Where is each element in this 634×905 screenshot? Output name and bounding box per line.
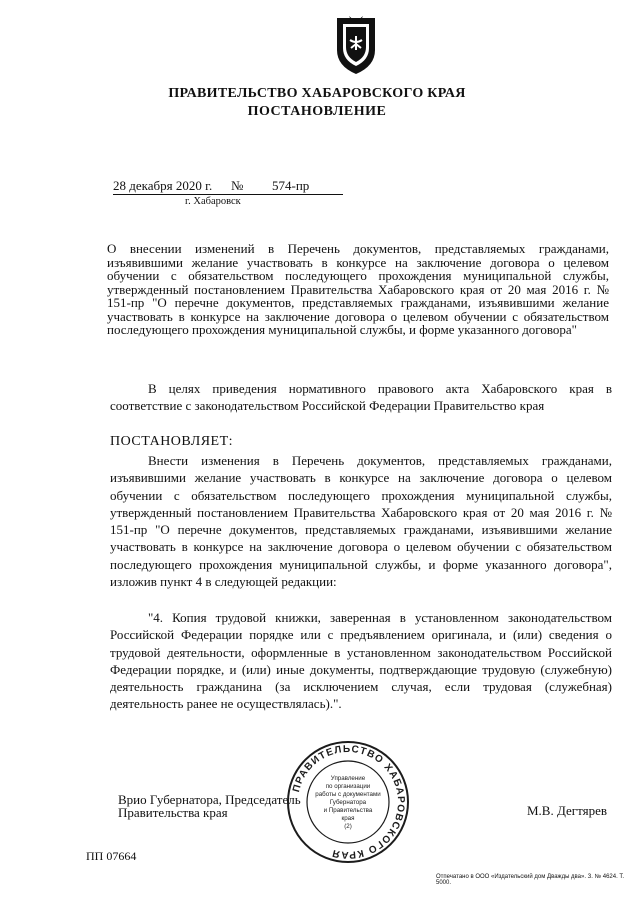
stamp-line-7: (2): [344, 823, 352, 830]
stamp-line-4: Губернатора: [329, 799, 367, 806]
document-date: 28 декабря 2020 г.: [113, 178, 213, 193]
stamp-line-2: по организации: [325, 783, 371, 790]
stamp-ring-text: ПРАВИТЕЛЬСТВО ХАБАРОВСКОГО КРАЯ: [290, 743, 407, 861]
document-number: 574-пр: [272, 178, 310, 193]
date-number-line: [113, 178, 343, 195]
official-stamp: [286, 740, 410, 864]
coat-of-arms-emblem: [333, 14, 379, 76]
preamble-paragraph: В целях приведения нормативного правового акта Хабаровского края в соответствие с законодательством Российской Федерации Правительство края: [110, 381, 612, 413]
document-subject: О внесении изменений в Перечень документов, представляемых гражданами, изъявившими желание участвовать в конкурсе на заключение договора о целевом обучении с обязательством последующего прохождения муниципальной службы, утвержденный постановлением Правительства Хабаровского края от 20 мая 2016 г. № 151-пр "О перечне документов, представляемых гражданами, изъявившими желание участвовать в конкурсе на заключение договора о целевом обучении с обязательством последующего прохождения муниципальной службы, и форме указанного договора": [107, 241, 609, 337]
city-label: г. Хабаровск: [185, 196, 241, 207]
stamp-line-5: и Правительства: [323, 807, 373, 814]
signatory-position: [118, 793, 301, 819]
registry-number: ПП 07664: [86, 849, 137, 863]
number-sign: №: [231, 178, 244, 193]
decree-word: ПОСТАНОВЛЯЕТ:: [110, 434, 234, 449]
main-paragraph: Внести изменения в Перечень документов, представляемых гражданами, изъявившими желание участвовать в конкурсе на заключение договора о целевом обучении с обязательством последующего прохождения муниципальной службы, утвержденный постановлением Правительства Хабаровского края от 20 мая 2016 г. № 151-пр "О перечне документов, представляемых гражданами, изъявившими желание участвовать в конкурсе на заключение договора о целевом обучении с обязательством последующего прохождения муниципальной службы, и форме указанного договора", изложив пункт 4 в следующей редакции:: [110, 453, 612, 590]
signatory-name: М.В. Дегтярев: [527, 803, 608, 818]
stamp-line-1: Управление: [330, 775, 366, 782]
signatory-position-line2: Правительства края: [118, 805, 228, 820]
stamp-line-6: края: [341, 815, 355, 822]
signatory-position-line1: Врио Губернатора, Председатель: [118, 792, 301, 807]
printer-note: Отпечатано в ООО «Издательский дом Дважды два». З. № 4624. Т. 5000.: [436, 874, 625, 886]
stamp-line-3: работы с документами: [315, 791, 381, 798]
document-type-title: ПОСТАНОВЛЕНИЕ: [247, 104, 387, 119]
government-title: ПРАВИТЕЛЬСТВО ХАБАРОВСКОГО КРАЯ: [168, 86, 466, 101]
amendment-quote: "4. Копия трудовой книжки, заверенная в установленном законодательством Российской Федерации порядке или с предъявлением оригинала, и (или) сведения о трудовой деятельности, оформленные в установленном законодательством Российской Федерации порядке, и (или) иные документы, подтверждающие трудовую (служебную) деятельность гражданина (за исключением случая, если трудовая (служебная) деятельность ранее не осуществлялась).".: [110, 610, 612, 712]
